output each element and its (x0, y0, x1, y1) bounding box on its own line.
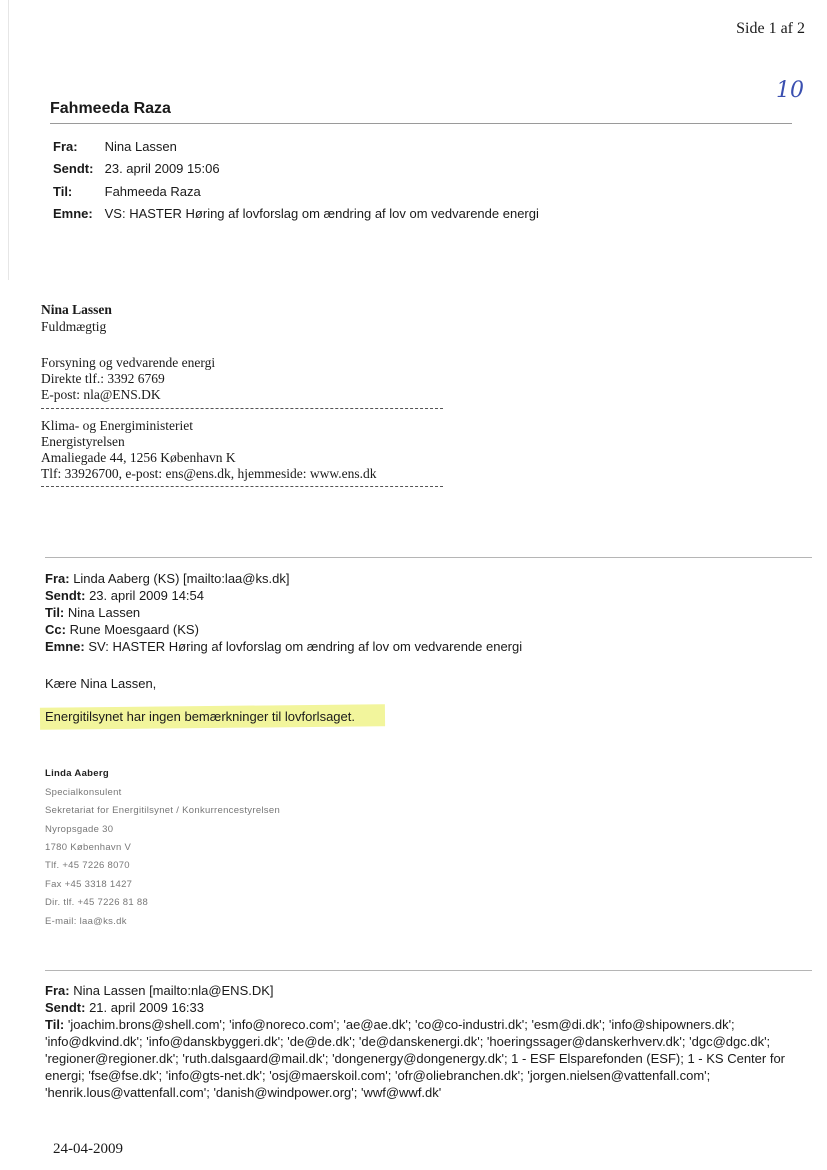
header-to-value: Fahmeeda Raza (104, 184, 201, 199)
header-subject-label: Emne: (53, 206, 93, 221)
page-number: Side 1 af 2 (736, 20, 805, 37)
forwarded2-sent-label: Sendt: (45, 1000, 86, 1015)
forwarded1-greeting: Kære Nina Lassen, (45, 676, 157, 691)
forwarded1-subject-label: Emne: (45, 639, 85, 654)
forwarded1-sent (45, 588, 204, 603)
footer-date: 24-04-2009 (53, 1141, 123, 1157)
forwarded1-from-value: Linda Aaberg (KS) [mailto:laa@ks.dk] (73, 571, 290, 586)
header-sent-value: 23. april 2009 15:06 (104, 161, 220, 176)
header-subject-value: VS: HASTER Høring af lovforslag om ændring af lov om vedvarende energi (104, 206, 539, 221)
forwarded2-from (45, 982, 274, 999)
handwritten-mark: 10 (776, 78, 804, 103)
forwarded1-cc-label: Cc: (45, 622, 66, 637)
signature1-phone: Direkte tlf.: 3392 6769 (41, 371, 165, 386)
header-from-label: Fra: (53, 139, 78, 154)
forwarded1-to (45, 605, 140, 620)
forwarded1-subject (45, 639, 522, 654)
forwarded1-to-value: Nina Lassen (67, 605, 141, 620)
scan-edge (8, 0, 9, 280)
header-to-label: Til: (53, 184, 73, 199)
signature1-address: Amaliegade 44, 1256 København K (41, 450, 236, 465)
forwarded1-to-label: Til: (45, 605, 65, 620)
forwarded2-divider (45, 970, 812, 971)
forwarded1-cc (45, 622, 199, 637)
signature1-email: E-post: nla@ENS.DK (41, 387, 161, 402)
header-divider (50, 123, 792, 124)
signature1-title: Fuldmægtig (41, 319, 107, 334)
signature2-office: Sekretariat for Energitilsynet / Konkurrencestyrelsen (45, 805, 281, 816)
signature2-city: 1780 København V (45, 842, 132, 853)
signature2-phone: Tlf. +45 7226 8070 (45, 860, 130, 871)
forwarded2-from-value: Nina Lassen [mailto:nla@ENS.DK] (73, 983, 274, 998)
forwarded2-to-label: Til: (45, 1017, 65, 1032)
forwarded1-sent-value: 23. april 2009 14:54 (89, 588, 205, 603)
signature1-agency: Energistyrelsen (41, 434, 125, 449)
forwarded2-from-label: Fra: (45, 983, 70, 998)
header-sent-label: Sendt: (53, 161, 94, 176)
forwarded1-body: Energitilsynet har ingen bemærkninger til lovforlsaget. (45, 709, 355, 724)
signature1-contact: Tlf: 33926700, e-post: ens@ens.dk, hjemmeside: www.ens.dk (41, 466, 377, 481)
signature1-name: Nina Lassen (41, 302, 112, 317)
forwarded1-from-label: Fra: (45, 571, 70, 586)
signature1-divider-1 (41, 408, 443, 409)
forwarded1-subject-value: SV: HASTER Høring af lovforslag om ændring af lov om vedvarende energi (88, 639, 523, 654)
forwarded2-to (45, 1016, 810, 1101)
forwarded2-sent-value: 21. april 2009 16:33 (89, 1000, 205, 1015)
recipient-name: Fahmeeda Raza (50, 100, 171, 117)
signature1-ministry: Klima- og Energiministeriet (41, 418, 193, 433)
header-subject (53, 206, 539, 221)
signature1-divider-2 (41, 486, 443, 487)
forwarded2-to-value: 'joachim.brons@shell.com'; 'info@noreco.com'; 'ae@ae.dk'; 'co@co-industri.dk'; 'esm@di.dk'; 'info@shipowners.dk'; 'info@dkvind.dk'; 'info@danskbyggeri.dk'; 'de@de.dk'; 'de@danskenergi.dk'; 'hoeringssager@danskerhverv.dk'; 'dgc@dgc.dk'; 'regioner@regioner.dk'; 'ruth.dalsgaard@mail.dk'; 'dongenergy@dongenergy.dk'; 1 - ESF Elsparefonden (ESF); 1 - KS Center for energi; 'fse@fse.dk'; 'info@gts-net.dk'; 'osj@maerskoil.com'; 'ofr@oliebranchen.dk'; 'jorgen.nielsen@vattenfall.com'; 'henrik.lous@vattenfall.com'; 'danish@windpower.org'; 'wwf@wwf.dk' (45, 1017, 786, 1100)
forwarded1-cc-value: Rune Moesgaard (KS) (69, 622, 199, 637)
header-sent (53, 161, 220, 176)
forwarded2-sent (45, 999, 204, 1016)
header-from-value: Nina Lassen (104, 139, 177, 154)
header-from (53, 139, 177, 154)
forwarded1-sent-label: Sendt: (45, 588, 86, 603)
signature2-street: Nyropsgade 30 (45, 824, 114, 835)
signature1-department: Forsyning og vedvarende energi (41, 355, 216, 370)
forwarded1-divider (45, 557, 812, 558)
header-to (53, 184, 201, 199)
signature2-name: Linda Aaberg (45, 768, 109, 779)
signature2-email: E-mail: laa@ks.dk (45, 916, 127, 927)
signature2-title: Specialkonsulent (45, 787, 122, 798)
signature2-direct: Dir. tlf. +45 7226 81 88 (45, 897, 149, 908)
signature2-fax: Fax +45 3318 1427 (45, 879, 133, 890)
forwarded1-from (45, 571, 289, 586)
